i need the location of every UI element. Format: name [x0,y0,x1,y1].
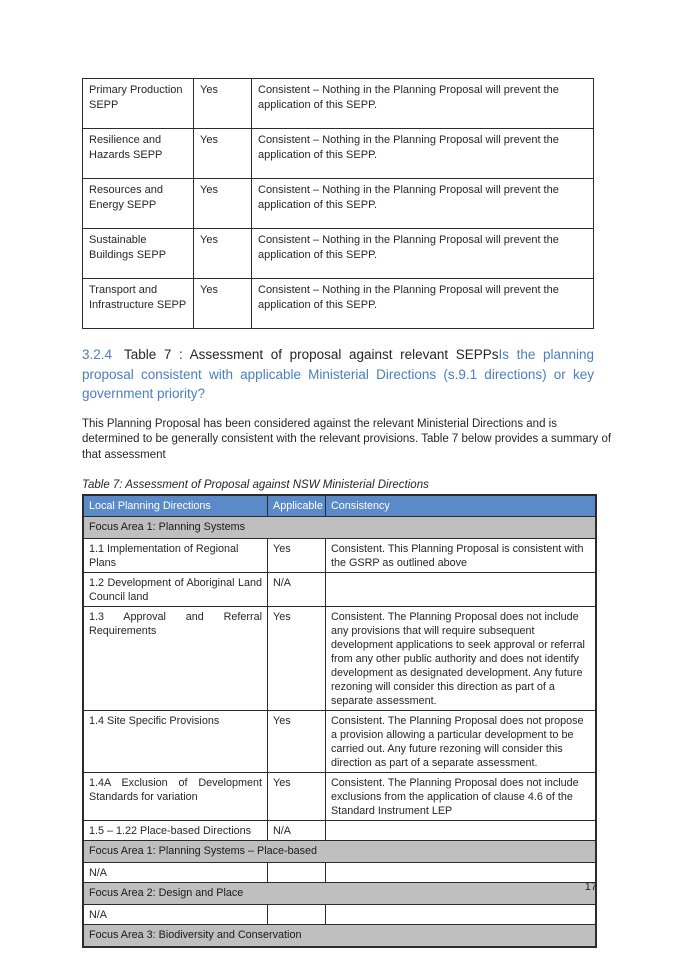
header-local-planning-directions: Local Planning Directions [83,495,268,517]
sepp-assessment-table [82,78,594,329]
applicable-cell: Yes [268,539,326,573]
section-row [83,925,596,948]
ministerial-directions-table [82,494,597,948]
applicable-cell: Yes [268,773,326,821]
direction-cell: 1.1 Implementation of Regional Plans [83,539,268,573]
section-label: Focus Area 1: Planning Systems [83,517,596,539]
applicable-cell [268,863,326,883]
sepp-name-cell: Resilience and Hazards SEPP [83,129,194,179]
table-row [83,821,596,841]
sepp-applicable-cell: Yes [194,79,252,129]
sepp-consistency-cell: Consistent – Nothing in the Planning Proposal will prevent the application of this SEPP. [252,229,594,279]
direction-cell: 1.4 Site Specific Provisions [83,711,268,773]
sepp-applicable-cell: Yes [194,229,252,279]
direction-cell: 1.5 – 1.22 Place-based Directions [83,821,268,841]
body-paragraph: This Planning Proposal has been considered against the relevant Ministerial Directions and is determined to be generally consistent with the relevant provisions. Table 7 below provides a summary of that assessment [82,417,612,461]
consistency-cell [326,905,597,925]
heading-title-blue: Is the planning proposal consistent with applicable Ministerial Directions (s.9.1 directions) or key government priority? [82,347,594,401]
table-row [83,179,594,229]
table-row [83,773,596,821]
applicable-cell: Yes [268,711,326,773]
consistency-cell: Consistent. This Planning Proposal is consistent with the GSRP as outlined above [326,539,597,573]
header-consistency: Consistency [326,495,597,517]
section-label: Focus Area 1: Planning Systems – Place-based [83,841,596,863]
sepp-name-cell: Sustainable Buildings SEPP [83,229,194,279]
page-number: 17 [584,881,597,893]
table-row [83,711,596,773]
applicable-cell: Yes [268,607,326,711]
direction-cell: 1.4A Exclusion of Development Standards for variation [83,773,268,821]
consistency-cell: Consistent. The Planning Proposal does not propose a provision allowing a particular development to be carried out. Any future rezoning will consider this direction as part of a separate assessment. [326,711,597,773]
consistency-cell: Consistent. The Planning Proposal does not include any provisions that will require subsequent development applications to seek approval or referral from any other public authority and does not identify development as designated development. Any future rezoning will consider this direction as part of a separate assessment. [326,607,597,711]
header-applicable: Applicable [268,495,326,517]
consistency-cell [326,573,597,607]
table-row [83,573,596,607]
applicable-cell [268,905,326,925]
heading-number: 3.2.4 [82,347,113,362]
heading-title-black: Table 7 : Assessment of proposal against relevant SEPPs [124,347,499,362]
sepp-consistency-cell: Consistent – Nothing in the Planning Proposal will prevent the application of this SEPP. [252,129,594,179]
table7-caption: Table 7: Assessment of Proposal against NSW Ministerial Directions [82,479,429,491]
section-label: Focus Area 3: Biodiversity and Conservation [83,925,596,948]
applicable-cell: N/A [268,573,326,607]
section-row [83,883,596,905]
sepp-name-cell: Primary Production SEPP [83,79,194,129]
sepp-applicable-cell: Yes [194,279,252,329]
sepp-consistency-cell: Consistent – Nothing in the Planning Proposal will prevent the application of this SEPP. [252,79,594,129]
sepp-name-cell: Resources and Energy SEPP [83,179,194,229]
section-label: Focus Area 2: Design and Place [83,883,596,905]
applicable-cell: N/A [268,821,326,841]
direction-cell: N/A [83,863,268,883]
table-row [83,279,594,329]
table-row [83,539,596,573]
table-row [83,229,594,279]
consistency-cell [326,863,597,883]
page-content [82,78,612,948]
consistency-cell: Consistent. The Planning Proposal does not include exclusions from the application of clause 4.6 of the Standard Instrument LEP [326,773,597,821]
direction-cell: 1.2 Development of Aboriginal Land Council land [83,573,268,607]
table-row [83,129,594,179]
sepp-applicable-cell: Yes [194,129,252,179]
table-row [83,905,596,925]
table-row [83,607,596,711]
table-row [83,863,596,883]
consistency-cell [326,821,597,841]
section-heading [82,345,594,404]
direction-cell: N/A [83,905,268,925]
section-row [83,517,596,539]
table-row [83,79,594,129]
sepp-consistency-cell: Consistent – Nothing in the Planning Proposal will prevent the application of this SEPP. [252,179,594,229]
sepp-name-cell: Transport and Infrastructure SEPP [83,279,194,329]
section-row [83,841,596,863]
table-header-row [83,495,596,517]
sepp-applicable-cell: Yes [194,179,252,229]
sepp-consistency-cell: Consistent – Nothing in the Planning Proposal will prevent the application of this SEPP. [252,279,594,329]
direction-cell: 1.3 Approval and Referral Requirements [83,607,268,711]
